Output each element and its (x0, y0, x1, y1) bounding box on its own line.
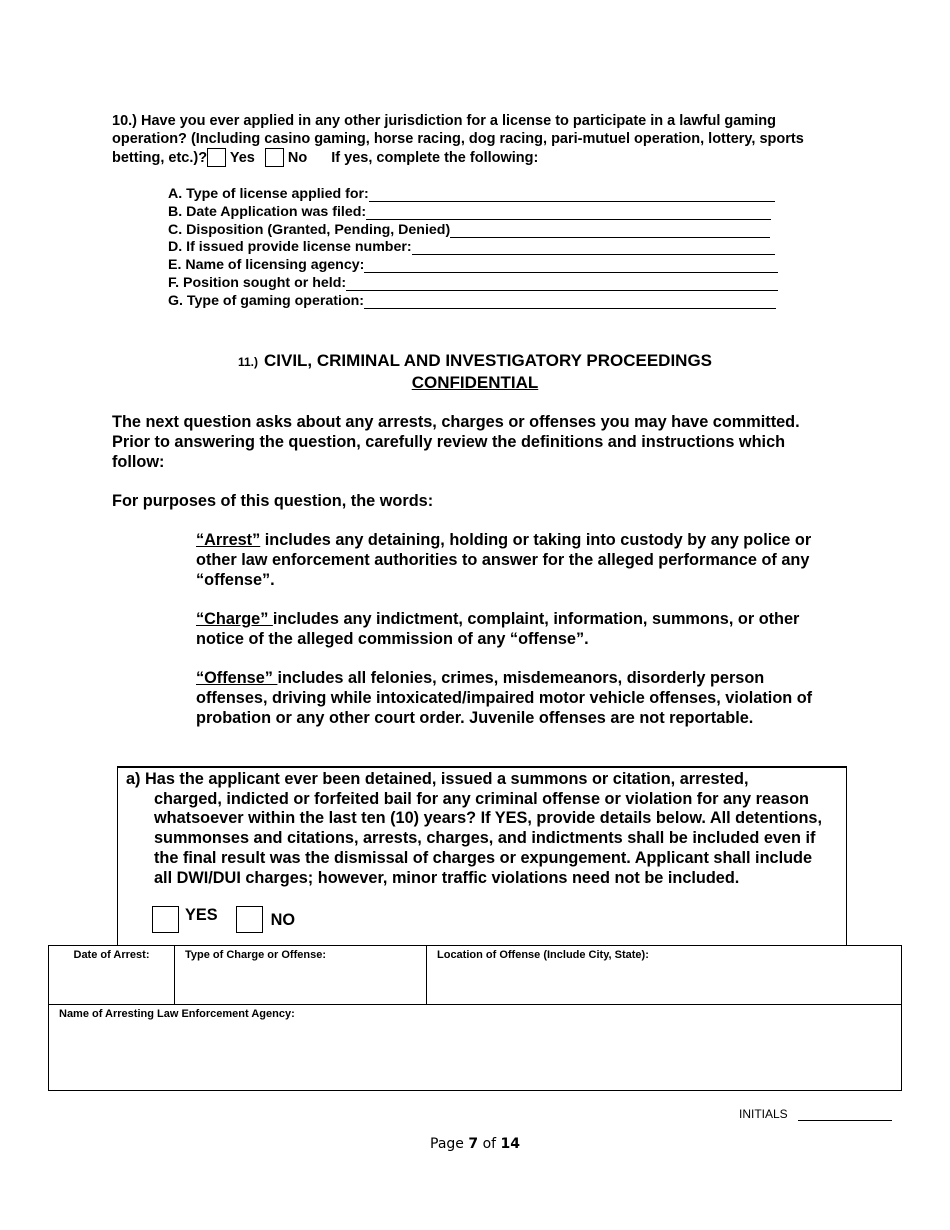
question-10 (112, 112, 852, 167)
question-a-yes-label: YES (185, 906, 218, 924)
q10-yes-checkbox[interactable] (207, 148, 226, 167)
definition-arrest-text: includes any detaining, holding or taking into custody by any police or other law enforcement authorities to answer for the alleged performance of any “offense”. (196, 531, 812, 589)
q10-field-b (168, 202, 771, 220)
question-a-lead: a) Has the applicant ever been detained, issued a summons or citation, arrested, (126, 770, 749, 788)
location-of-offense-cell[interactable] (427, 946, 902, 1005)
question-a-yes-checkbox[interactable] (152, 906, 179, 933)
q10-field-e-label: E. Name of licensing agency: (168, 257, 365, 273)
q10-field-f-line[interactable] (346, 276, 778, 291)
total-pages-number: 14 (500, 1136, 520, 1152)
q10-field-e (168, 255, 778, 273)
arrest-table-row (49, 946, 902, 1005)
page-footer (0, 1136, 950, 1152)
date-of-arrest-cell[interactable] (49, 946, 175, 1005)
q10-no-checkbox[interactable] (265, 148, 284, 167)
q10-field-e-line[interactable] (364, 258, 778, 273)
question-a-answer-row (152, 906, 295, 933)
q10-field-g-label: G. Type of gaming operation: (168, 293, 364, 309)
question-a-no-label: NO (270, 911, 296, 929)
q10-no-label: No (287, 150, 308, 166)
q10-field-g (168, 291, 776, 309)
q10-field-d-label: D. If issued provide license number: (168, 239, 412, 255)
definition-charge-text: includes any indictment, complaint, information, summons, or other notice of the alleged commission of any “offense”. (196, 610, 800, 648)
question-10-text: 10.) Have you ever applied in any other jurisdiction for a license to participate in a lawful gaming operation? (Including casino gaming, horse racing, dog racing, pari-mutuel operation, lottery, sports betting, etc.)? (112, 113, 804, 166)
initials-label: INITIALS (739, 1107, 788, 1121)
definition-arrest (196, 531, 836, 590)
initials-line[interactable] (798, 1108, 892, 1121)
definition-charge-term: “Charge” (196, 610, 273, 628)
initials-field (739, 1107, 892, 1121)
q10-field-a (168, 184, 775, 202)
definition-offense-text: includes all felonies, crimes, misdemeanors, disorderly person offenses, driving while intoxicated/impaired motor vehicle offenses, violation of probation or any other court order. Juvenile offenses are not reportable. (196, 669, 813, 727)
q10-field-f-label: F. Position sought or held: (168, 275, 347, 291)
section-11-title-text: CIVIL, CRIMINAL AND INVESTIGATORY PROCEEDINGS (263, 351, 713, 370)
type-of-charge-cell[interactable] (175, 946, 427, 1005)
section-11-number: 11.) (237, 355, 258, 369)
question-a (126, 770, 834, 888)
current-page-number: 7 (468, 1136, 479, 1152)
q10-field-a-line[interactable] (369, 187, 775, 202)
q10-yes-label: Yes (229, 150, 255, 166)
definition-charge (196, 610, 836, 650)
q10-field-c-line[interactable] (450, 223, 770, 238)
question-a-text: charged, indicted or forfeited bail for any criminal offense or violation for any reason whatsoever within the last ten (10) years? If YES, provide details below. All detentions, summonses and citations, arrests, charges, and indictments shall be included even if the final result was the dismissal of charges or expungement. Applicant shall include all DWI/DUI charges; however, minor traffic violations need not be included. (154, 789, 822, 887)
definition-arrest-term: “Arrest” (196, 531, 261, 549)
arrest-details-table (48, 945, 902, 1091)
arresting-agency-label: Name of Arresting Law Enforcement Agency: (59, 1008, 295, 1020)
question-a-no-checkbox[interactable] (236, 906, 263, 933)
definition-offense (196, 669, 836, 728)
section-11-intro: The next question asks about any arrests, charges or offenses you may have committed. Prior to answering the question, carefully review the definitions and instructions which follow: (112, 413, 800, 471)
location-of-offense-label: Location of Offense (Include City, State): (437, 949, 649, 961)
type-of-charge-label: Type of Charge or Offense: (185, 949, 326, 961)
of-word: of (482, 1136, 497, 1152)
q10-field-a-label: A. Type of license applied for: (168, 186, 369, 202)
section-11-purposes: For purposes of this question, the words: (112, 492, 434, 510)
page-word: Page (430, 1136, 464, 1152)
q10-field-g-line[interactable] (364, 294, 776, 309)
q10-field-d (168, 237, 775, 255)
q10-field-c (168, 220, 770, 238)
section-11-subtitle: CONFIDENTIAL (411, 373, 539, 392)
section-11-title (0, 351, 950, 371)
q10-field-b-line[interactable] (366, 205, 771, 220)
q10-field-d-line[interactable] (412, 240, 775, 255)
q10-followup: If yes, complete the following: (331, 150, 539, 166)
q10-field-c-label: C. Disposition (Granted, Pending, Denied) (168, 222, 451, 238)
arresting-agency-cell[interactable] (49, 1005, 902, 1091)
definition-offense-term: “Offense” (196, 669, 278, 687)
arrest-table-row (49, 1005, 902, 1091)
q10-field-f (168, 273, 778, 291)
date-of-arrest-label: Date of Arrest: (73, 949, 150, 961)
q10-field-b-label: B. Date Application was filed: (168, 204, 367, 220)
